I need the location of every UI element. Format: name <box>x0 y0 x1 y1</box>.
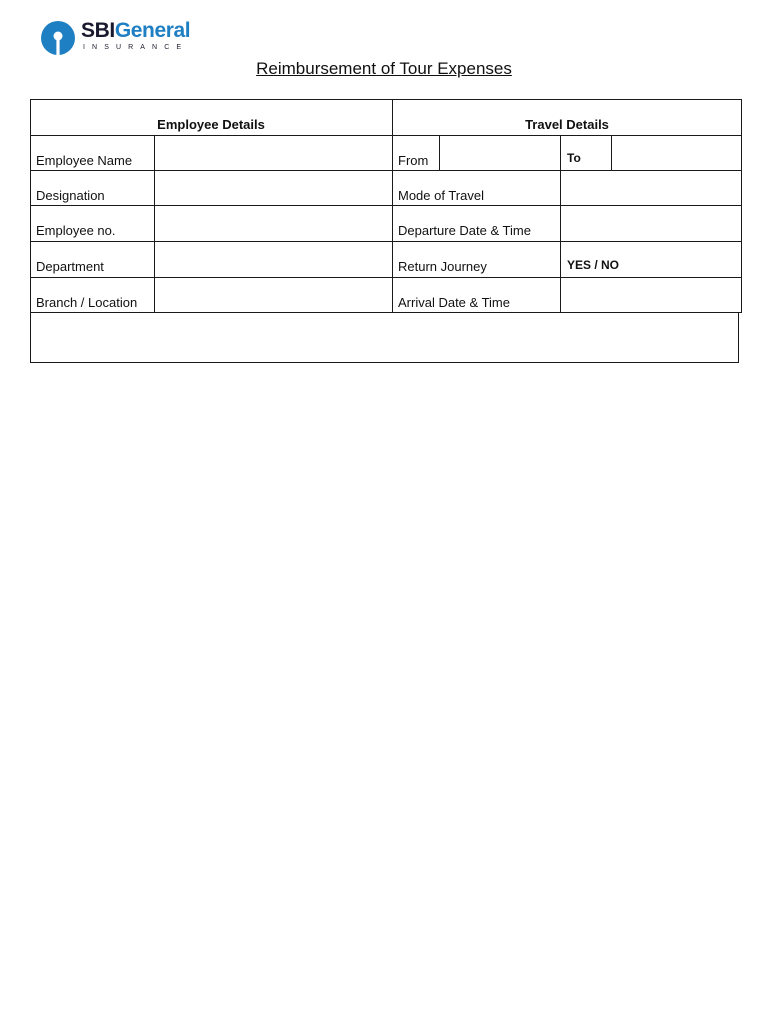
logo-brand-text <box>81 19 190 43</box>
table-row-divider <box>30 170 742 171</box>
designation-label: Designation <box>36 188 105 203</box>
employee-details-header: Employee Details <box>157 117 265 132</box>
tour-expense-form <box>30 99 742 363</box>
branch-location-label: Branch / Location <box>36 295 138 310</box>
return-journey-yes-no: YES / NO <box>567 258 620 272</box>
logo-brand-sbi: SBI <box>81 19 115 42</box>
from-value-divider <box>439 135 440 171</box>
logo-tagline: INSURANCE <box>83 44 189 51</box>
arrival-date-time-label: Arrival Date & Time <box>398 295 510 310</box>
to-value-divider <box>611 135 612 171</box>
table-row-divider <box>30 135 742 136</box>
table-border-bottom <box>30 362 739 363</box>
to-label: To <box>567 151 581 165</box>
table-row-divider <box>30 205 742 206</box>
travel-value-divider <box>560 135 561 313</box>
mode-of-travel-label: Mode of Travel <box>398 188 484 203</box>
employee-value-divider <box>154 135 155 313</box>
employee-no-label: Employee no. <box>36 223 116 238</box>
table-row-divider <box>30 312 742 313</box>
employee-name-label: Employee Name <box>36 153 133 168</box>
departure-date-time-label: Departure Date & Time <box>398 223 531 238</box>
table-border-left <box>30 99 31 363</box>
sbi-logo-icon <box>40 20 76 56</box>
logo-brand-general: General <box>114 19 191 42</box>
table-border-right-lower <box>738 312 739 363</box>
table-row-divider <box>30 277 742 278</box>
from-label: From <box>398 153 429 168</box>
department-label: Department <box>36 259 104 274</box>
return-journey-label: Return Journey <box>398 259 487 274</box>
table-row-divider <box>30 241 742 242</box>
page-title: Reimbursement of Tour Expenses <box>256 59 512 78</box>
table-border-top <box>30 99 742 100</box>
travel-details-header: Travel Details <box>525 117 609 132</box>
sbi-general-logo <box>40 20 200 56</box>
